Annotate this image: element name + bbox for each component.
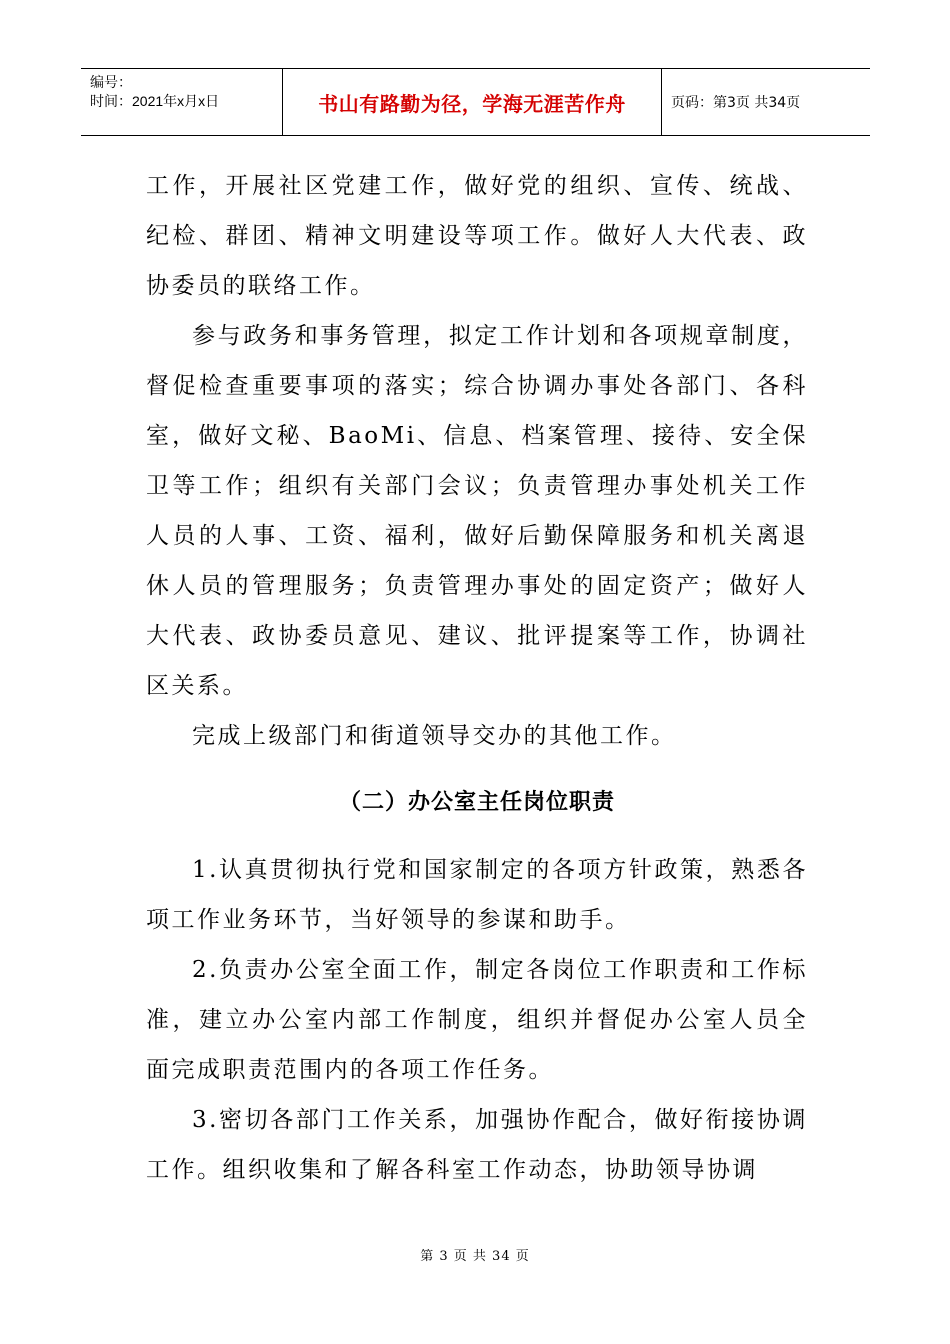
paragraph: 完成上级部门和街道领导交办的其他工作。 — [192, 723, 677, 749]
section-title: （二）办公室主任岗位职责 — [338, 790, 615, 815]
document-header — [81, 68, 870, 136]
header-motto: 书山有路勤为径，学海无涯苦作舟 — [318, 91, 626, 116]
header-time-label: 时间：2021年x月x日 — [90, 93, 220, 109]
header-page-cell — [662, 69, 870, 135]
paragraph-continued: 工作，开展社区党建工作，做好党的组织、宣传、统战、纪检、群团、精神文明建设等项工作。做好人大代表、政协委员的联络工作。 — [146, 173, 808, 299]
header-motto-cell — [283, 69, 662, 135]
page-footer: 第 3 页 共 34 页 — [420, 1249, 530, 1264]
header-meta-cell — [81, 69, 283, 135]
list-item: 2.负责办公室全面工作，制定各岗位工作职责和工作标准，建立办公室内部工作制度，组织并督促办公室人员全面完成职责范围内的各项工作任务。 — [146, 957, 808, 1083]
header-number-label: 编号： — [90, 74, 132, 90]
paragraph: 参与政务和事务管理，拟定工作计划和各项规章制度，督促检查重要事项的落实；综合协调办事处各部门、各科室，做好文秘、BaoMi、信息、档案管理、接待、安全保卫等工作；组织有关部门会议；负责管理办事处机关工作人员的人事、工资、福利，做好后勤保障服务和机关离退休人员的管理服务；负责管理办事处的固定资产；做好人大代表、政协委员意见、建议、批评提案等工作，协调社区关系。 — [146, 323, 808, 699]
list-item: 1.认真贯彻执行党和国家制定的各项方针政策，熟悉各项工作业务环节，当好领导的参谋和助手。 — [146, 857, 808, 933]
header-page-code: 页码：第3页 共34页 — [671, 95, 801, 111]
list-item: 3.密切各部门工作关系，加强协作配合，做好衔接协调工作。组织收集和了解各科室工作动态，协助领导协调 — [146, 1107, 808, 1183]
document-body — [146, 161, 808, 1195]
